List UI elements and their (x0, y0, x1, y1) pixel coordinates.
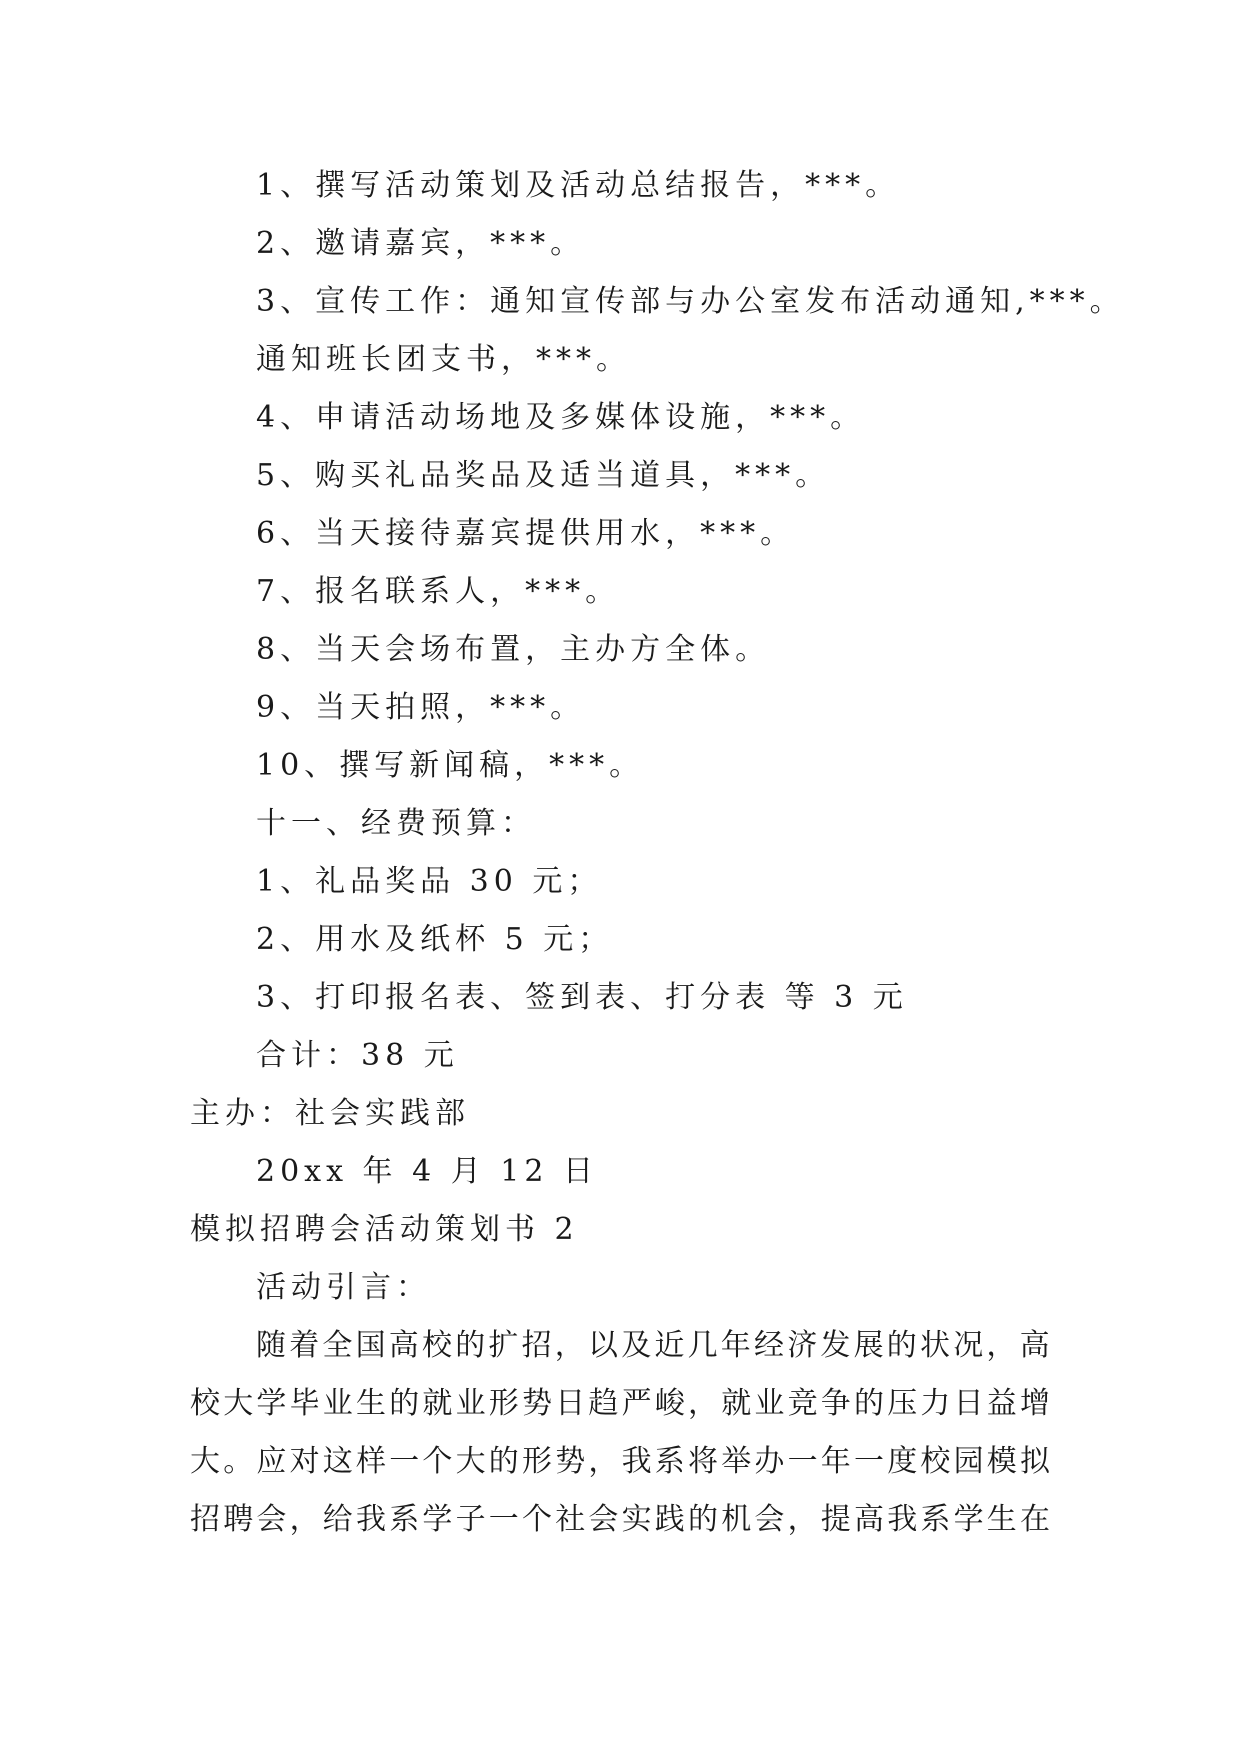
task-item-7: 7、报名联系人，***。 (256, 574, 621, 609)
task-item-3: 3、宣传工作：通知宣传部与办公室发布活动通知,***。 (256, 284, 1125, 319)
task-item-2: 2、邀请嘉宾，***。 (256, 226, 586, 261)
intro-paragraph-line-1: 随着全国高校的扩招，以及近几年经济发展的状况，高 (256, 1328, 1053, 1363)
task-item-3-continued: 通知班长团支书，***。 (256, 342, 631, 377)
section-title: 模拟招聘会活动策划书 2 (190, 1212, 579, 1247)
intro-heading: 活动引言： (256, 1270, 431, 1305)
budget-item-2: 2、用水及纸杯 5 元； (256, 922, 614, 957)
organizer-line: 主办：社会实践部 (190, 1096, 470, 1131)
intro-paragraph-line-2: 校大学毕业生的就业形势日趋严峻，就业竞争的压力日益增 (190, 1386, 1054, 1421)
task-item-5: 5、购买礼品奖品及适当道具，***。 (256, 458, 831, 493)
intro-paragraph-line-4: 招聘会，给我系学子一个社会实践的机会，提高我系学生在 (190, 1502, 1054, 1537)
budget-total: 合计：38 元 (256, 1038, 459, 1073)
task-item-6: 6、当天接待嘉宾提供用水，***。 (256, 516, 796, 551)
budget-item-1: 1、礼品奖品 30 元； (256, 864, 603, 899)
intro-paragraph-line-3: 大。应对这样一个大的形势，我系将举办一年一度校园模拟 (190, 1444, 1054, 1479)
budget-heading: 十一、经费预算： (256, 806, 536, 841)
task-item-9: 9、当天拍照，***。 (256, 690, 586, 725)
task-item-8: 8、当天会场布置，主办方全体。 (256, 632, 771, 667)
task-item-1: 1、撰写活动策划及活动总结报告，***。 (256, 168, 901, 203)
date-line: 20xx 年 4 月 12 日 (256, 1154, 598, 1189)
task-item-10: 10、撰写新闻稿，***。 (256, 748, 645, 783)
budget-item-3: 3、打印报名表、签到表、打分表 等 3 元 (256, 980, 908, 1015)
task-item-4: 4、申请活动场地及多媒体设施，***。 (256, 400, 866, 435)
